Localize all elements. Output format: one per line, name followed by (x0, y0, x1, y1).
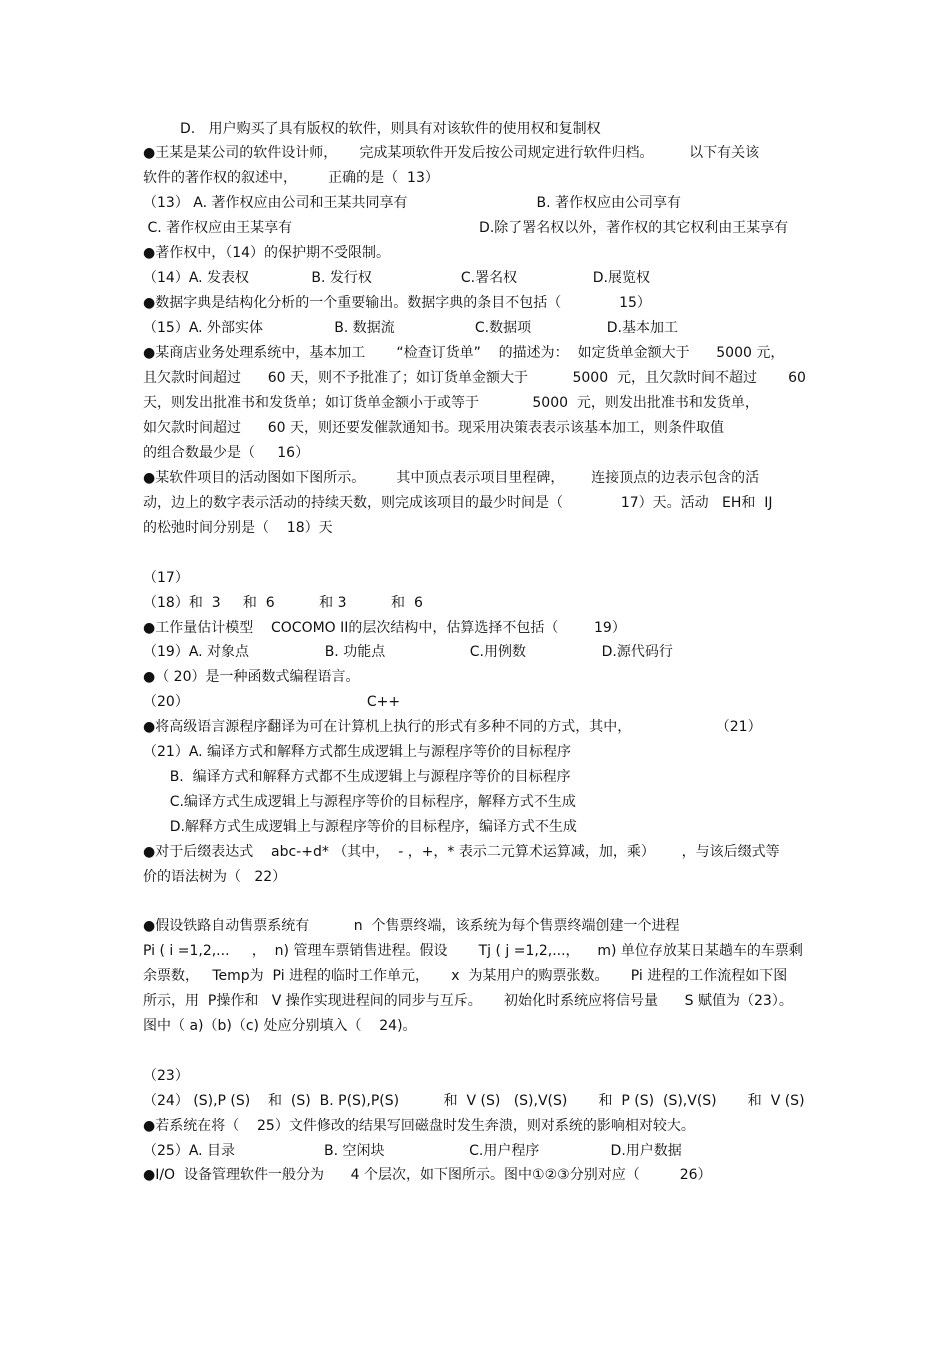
text-line: （21）A. 编译方式和解释方式都生成逻辑上与源程序等价的目标程序 (143, 744, 572, 760)
text-line: 所示，用 P操作和 V 操作实现进程间的同步与互斥。 初始化时系统应将信号量 S 赋值为（23）。 (143, 993, 793, 1009)
text-line: （19）A. 对象点 B. 功能点 C.用例数 D.源代码行 (143, 644, 673, 660)
text-line: 图中（ a)（b)（c) 处应分别填入（ 24)。 (143, 1018, 417, 1034)
text-line: （13） A. 著作权应由公司和王某共同享有 B. 著作权应由公司享有 (143, 195, 682, 211)
text-line: 且欠款时间超过 60 天，则不予批准了；如订货单金额大于 5000 元，且欠款时间不超过 60 (143, 370, 806, 386)
text-line: C. 著作权应由王某享有 D.除了署名权以外，著作权的其它权利由王某享有 (143, 220, 789, 236)
text-line: （23） (143, 1068, 189, 1084)
text-line: （24） (S),P (S) 和 (S) B. P(S),P(S) 和 V (S) (S),V(S) 和 P (S) (S),V(S) 和 V (S) (143, 1093, 805, 1109)
text-line: （25）A. 目录 B. 空闲块 C.用户程序 D.用户数据 (143, 1143, 682, 1159)
text-line: 的松弛时间分别是（ 18）天 (143, 520, 333, 536)
text-line: 的组合数最少是（ 16） (143, 445, 310, 461)
text-line: B. 编译方式和解释方式都不生成逻辑上与源程序等价的目标程序 (143, 769, 571, 785)
text-line: ●假设铁路自动售票系统有 n 个售票终端，该系统为每个售票终端创建一个进程 (143, 918, 680, 934)
text-line: 软件的著作权的叙述中， 正确的是（ 13） (143, 170, 439, 186)
text-line: ●某商店业务处理系统中，基本加工 “检查订货单” 的描述为： 如定货单金额大于 5000 元， (143, 345, 785, 361)
text-line: ●王某是某公司的软件设计师， 完成某项软件开发后按公司规定进行软件归档。 以下有关该 (143, 145, 760, 161)
text-line: D.解释方式生成逻辑上与源程序等价的目标程序，编译方式不生成 (143, 819, 577, 835)
text-line: ●（ 20）是一种函数式编程语言。 (143, 669, 360, 685)
text-line: （18）和 3 和 6 和 3 和 6 (143, 595, 423, 611)
text-line: （20） C++ (143, 694, 401, 710)
text-line: （14）A. 发表权 B. 发行权 C.署名权 D.展览权 (143, 270, 650, 286)
text-line: ●对于后缀表达式 abc-+d* （其中， - ，+，* 表示二元算术运算减，加，乘） ，与该后缀式等 (143, 844, 780, 860)
text-line: Pi ( i =1,2,... ， n) 管理车票销售进程。假设 Tj ( j =1,2,...， m) 单位存放某日某趟车的车票剩 (143, 943, 803, 959)
text-line: ●工作量估计模型 COCOMO II的层次结构中，估算选择不包括（ 19） (143, 620, 626, 636)
text-line: 余票数， Temp为 Pi 进程的临时工作单元， x 为某用户的购票张数。 Pi 进程的工作流程如下图 (143, 968, 788, 984)
text-line: （15）A. 外部实体 B. 数据流 C.数据项 D.基本加工 (143, 320, 678, 336)
text-line: ●著作权中，（14）的保护期不受限制。 (143, 245, 391, 261)
text-line: ●若系统在将（ 25）文件修改的结果写回磁盘时发生奔溃，则对系统的影响相对较大。 (143, 1118, 695, 1134)
text-line: ●数据字典是结构化分析的一个重要输出。数据字典的条目不包括（ 15） (143, 295, 651, 311)
text-line: D. 用户购买了具有版权的软件，则具有对该软件的使用权和复制权 (180, 121, 601, 137)
text-line: ●I/O 设备管理软件一般分为 4 个层次，如下图所示。图中①②③分别对应（ 26） (143, 1167, 712, 1183)
text-line: C.编译方式生成逻辑上与源程序等价的目标程序，解释方式不生成 (143, 794, 576, 810)
text-line: 天，则发出批准书和发货单；如订货单金额小于或等于 5000 元，则发出批准书和发货单， (143, 395, 759, 411)
text-line: 动，边上的数字表示活动的持续天数，则完成该项目的最少时间是（ 17）天。活动 EH和 IJ (143, 495, 773, 511)
text-line: （17） (143, 570, 189, 586)
text-line: ●将高级语言源程序翻译为可在计算机上执行的形式有多种不同的方式，其中， （21） (143, 719, 762, 735)
text-line: 价的语法树为（ 22） (143, 869, 287, 885)
text-line: 如欠款时间超过 60 天，则还要发催款通知书。现采用决策表表示该基本加工，则条件取值 (143, 420, 724, 436)
text-line: ●某软件项目的活动图如下图所示。 其中顶点表示项目里程碑， 连接顶点的边表示包含的活 (143, 470, 760, 486)
